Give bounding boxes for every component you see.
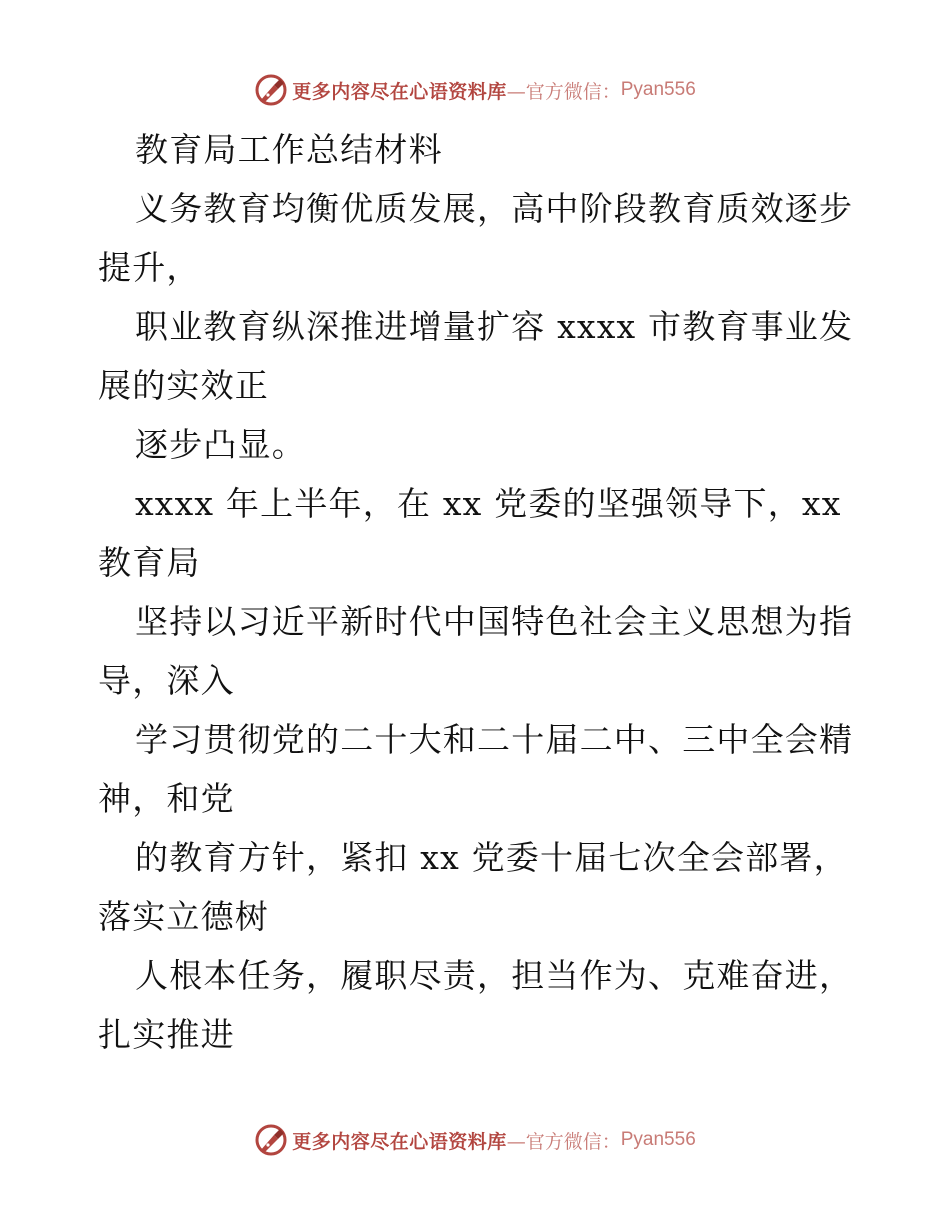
document-line: 学习贯彻党的二十大和二十届二中、三中全会精 bbox=[135, 720, 854, 759]
document-line: 义务教育均衡优质发展，高中阶段教育质效逐步 bbox=[135, 189, 854, 228]
document-line: 逐步凸显。 bbox=[135, 425, 306, 464]
footer-banner bbox=[0, 1120, 950, 1160]
document-line: 导，深入 bbox=[98, 661, 235, 700]
document-line: 扎实推进 bbox=[98, 1015, 235, 1054]
pen-logo-icon bbox=[254, 1123, 288, 1157]
header-separator-text: —官方微信： bbox=[506, 80, 621, 103]
document-line: 神，和党 bbox=[98, 779, 235, 818]
document-line: xxxx 年上半年，在 xx 党委的坚强领导下，xx bbox=[135, 484, 842, 523]
document-body bbox=[98, 120, 858, 1064]
document-line: 人根本任务，履职尽责，担当作为、克难奋进， bbox=[135, 956, 854, 995]
document-line: 职业教育纵深推进增量扩容 xxxx 市教育事业发 bbox=[135, 307, 854, 346]
document-line: 的教育方针，紧扣 xx 党委十届七次全会部署， bbox=[135, 838, 848, 877]
footer-separator-text: —官方微信： bbox=[506, 1130, 621, 1153]
footer-wechat-id: Pyan556 bbox=[620, 1129, 696, 1150]
document-line: 提升， bbox=[98, 248, 201, 287]
document-title: 教育局工作总结材料 bbox=[135, 130, 443, 169]
pen-logo-icon bbox=[254, 73, 288, 107]
header-wechat-id: Pyan556 bbox=[620, 79, 696, 100]
footer-brand-text: 更多内容尽在心语资料库 bbox=[292, 1130, 507, 1153]
header-banner bbox=[0, 70, 950, 110]
document-line: 展的实效正 bbox=[98, 366, 269, 405]
document-line: 教育局 bbox=[98, 543, 201, 582]
document-line: 坚持以习近平新时代中国特色社会主义思想为指 bbox=[135, 602, 854, 641]
header-brand-text: 更多内容尽在心语资料库 bbox=[292, 80, 507, 103]
document-line: 落实立德树 bbox=[98, 897, 269, 936]
